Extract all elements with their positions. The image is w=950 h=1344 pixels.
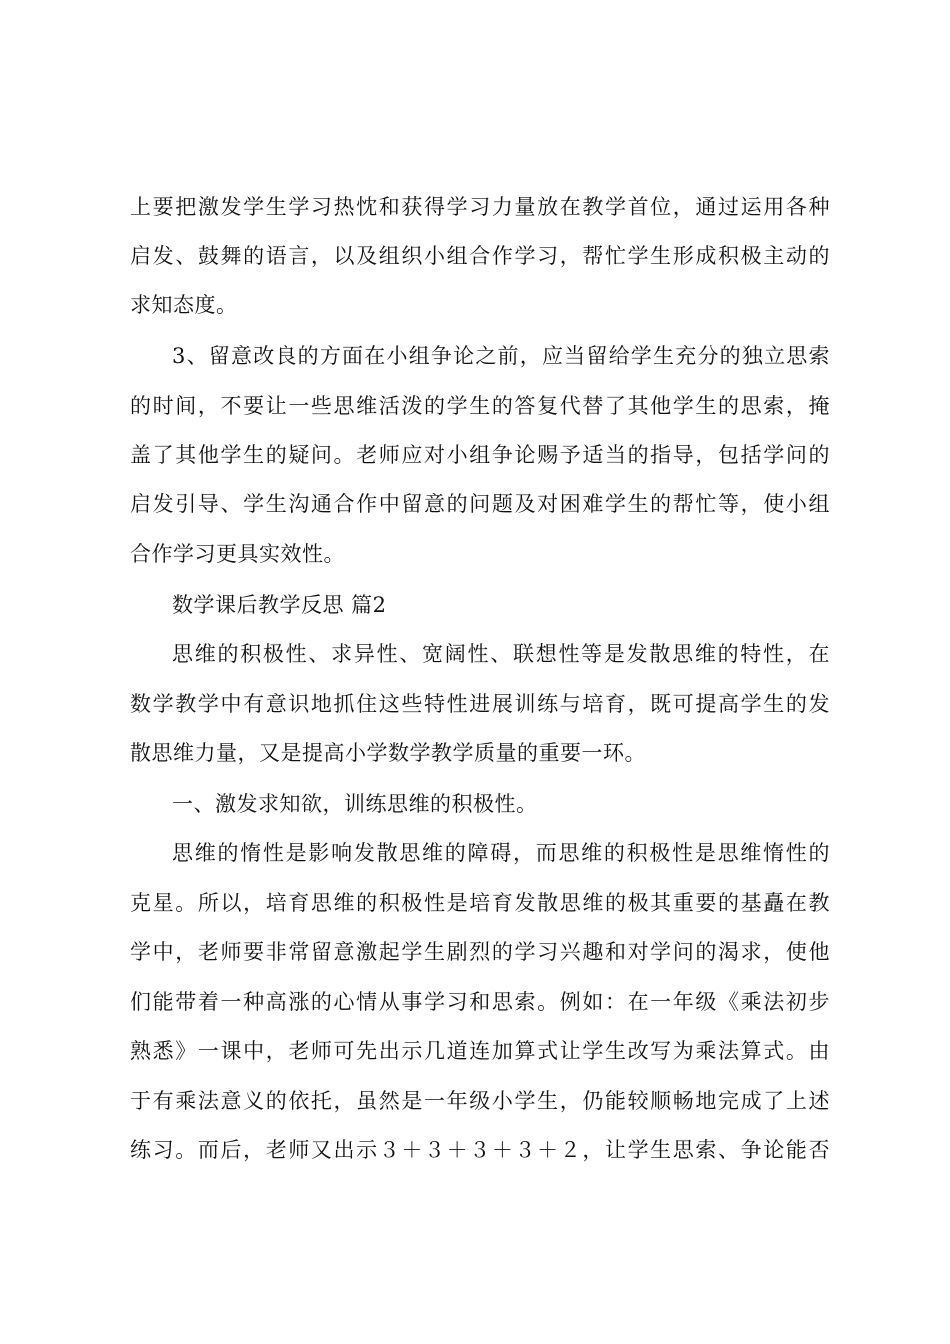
paragraph-line: 启发、鼓舞的语言，以及组织小组合作学习，帮忙学生形成积极主动的 <box>130 244 830 268</box>
paragraph-line: 启发引导、学生沟通合作中留意的问题及对困难学生的帮忙等，使小组 <box>130 492 830 516</box>
paragraph-line: 上要把激发学生学习热忱和获得学习力量放在教学首位，通过运用各种 <box>130 195 830 219</box>
section-heading: 数学课后教学反思 篇2 <box>172 593 387 617</box>
paragraph-line: 熟悉》一课中，老师可先出示几道连加算式让学生改写为乘法算式。由 <box>130 1039 830 1063</box>
paragraph-line: 求知态度。 <box>130 293 238 317</box>
paragraph-line: 合作学习更具实效性。 <box>130 542 345 566</box>
paragraph-line: 练习。而后，老师又出示３＋３＋３＋３＋２，让学生思索、争论能否 <box>130 1138 830 1162</box>
paragraph-line: 克星。所以，培育思维的积极性是培育发散思维的极其重要的基矗在教 <box>130 891 830 915</box>
paragraph-line: 们能带着一种高涨的心情从事学习和思索。例如：在一年级《乘法初步 <box>130 990 830 1014</box>
paragraph-line: 的时间，不要让一些思维活泼的学生的答复代替了其他学生的思索，掩 <box>130 394 830 418</box>
paragraph-line: 盖了其他学生的疑问。老师应对小组争论赐予适当的指导，包括学问的 <box>130 443 830 467</box>
paragraph-line: 思维的惰性是影响发散思维的障碍，而思维的积极性是思维惰性的 <box>172 841 830 865</box>
paragraph-line: 于有乘法意义的依托，虽然是一年级小学生，仍能较顺畅地完成了上述 <box>130 1089 830 1113</box>
subsection-heading: 一、激发求知欲，训练思维的积极性。 <box>172 792 538 816</box>
paragraph-line: 学中，老师要非常留意激起学生剧烈的学习兴趣和对学问的渴求，使他 <box>130 940 830 964</box>
paragraph-line: 散思维力量，又是提高小学数学教学质量的重要一环。 <box>130 741 646 765</box>
paragraph-line: 3、留意改良的方面在小组争论之前，应当留给学生充分的独立思索 <box>172 344 830 368</box>
paragraph-line: 思维的积极性、求异性、宽阔性、联想性等是发散思维的特性，在 <box>172 642 830 666</box>
paragraph-line: 数学教学中有意识地抓住这些特性进展训练与培育，既可提高学生的发 <box>130 692 830 716</box>
